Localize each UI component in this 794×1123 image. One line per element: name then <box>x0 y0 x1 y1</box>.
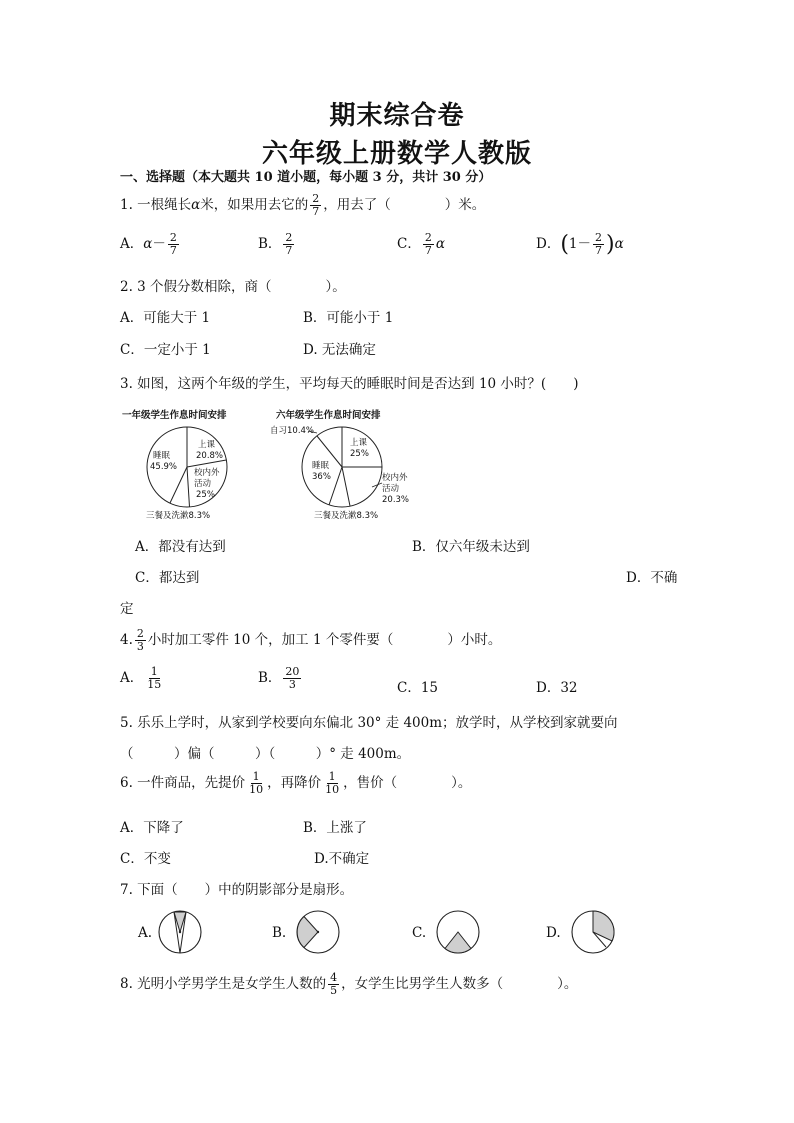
pie2-value-sleep: 36% <box>312 472 331 482</box>
pie1-divider-2 <box>187 460 226 467</box>
q1-var: α <box>191 197 201 213</box>
pie2-label-study: 自习10.4% <box>270 426 315 436</box>
q1-fraction: $\frac{2}{7}$ <box>312 192 320 218</box>
pie1-divider-4 <box>170 467 187 503</box>
q7-option-c-figure[interactable] <box>435 909 481 955</box>
pie1-label-activity: 校内外 <box>194 468 220 478</box>
pie2-label-activity-2: 活动 <box>382 484 400 494</box>
question-1 <box>120 193 485 218</box>
q1-option-a[interactable]: A．α－ $\frac{2}{7}$ <box>120 231 177 257</box>
q4-fraction: $\frac{2}{3}$ <box>136 627 144 653</box>
question-5-line1: 5. 乐乐上学时，从家到学校要向东偏北 30° 走 400m；放学时，从学校到家就要向 <box>120 715 618 731</box>
q3-option-c[interactable]: C．都达到 <box>135 570 200 586</box>
pie1-value-class: 20.8% <box>196 451 224 461</box>
pie2-label-class: 上课 <box>350 438 368 448</box>
q1-text-mid: 米，如果用去它的 <box>200 197 309 213</box>
pie1-label-activity-2: 活动 <box>194 479 212 489</box>
q3-option-d-wrap: 定 <box>120 601 134 617</box>
q1-option-c[interactable]: C． $\frac{2}{7}$ α <box>397 231 445 257</box>
pie1-label-meals: 三餐及洗漱8.3% <box>146 511 211 521</box>
pie2-label-activity: 校内外 <box>382 473 408 483</box>
pie1-divider-3 <box>187 467 190 507</box>
q6-fraction-1: $\frac{1}{10}$ <box>249 770 264 796</box>
page-title: 期末综合卷 <box>329 101 465 131</box>
pie1-value-sleep: 45.9% <box>150 462 178 472</box>
pie2-label-meals: 三餐及洗漱8.3% <box>314 511 379 521</box>
q6-option-c[interactable]: C．不变 <box>120 851 171 867</box>
q3-option-a[interactable]: A．都没有达到 <box>135 539 226 555</box>
q7-option-b-figure[interactable] <box>295 909 341 955</box>
pie2-value-class: 25% <box>350 449 369 459</box>
q3-option-d[interactable]: D．不确 <box>626 570 678 586</box>
question-7: 7. 下面（ ）中的阴影部分是扇形。 <box>120 882 354 898</box>
section-heading: 一、选择题（本大题共 10 道小题，每小题 3 分，共计 30 分） <box>120 170 492 185</box>
pie-chart-grade6 <box>262 405 422 525</box>
q6-fraction-2: $\frac{1}{10}$ <box>325 770 340 796</box>
q1-option-b[interactable]: B． $\frac{2}{7}$ <box>258 231 293 257</box>
q6-option-a[interactable]: A．下降了 <box>120 820 184 836</box>
question-4: 4. $\frac{2}{3}$ 小时加工零件 10 个，加工 1 个零件要（ ）小时。 <box>120 627 502 653</box>
q4-option-a[interactable]: A． $\frac{1}{15}$ <box>120 665 162 691</box>
q4-option-c[interactable]: C．15 <box>397 680 439 696</box>
q7-option-d-figure[interactable] <box>570 909 616 955</box>
pie1-value-activity: 25% <box>196 490 215 500</box>
q2-option-d[interactable]: D. 无法确定 <box>303 342 376 358</box>
q4-option-d[interactable]: D．32 <box>536 680 578 696</box>
pie2-divider-3 <box>342 467 350 506</box>
pie1-label-class: 上课 <box>198 440 216 450</box>
q8-fraction: $\frac{4}{5}$ <box>330 971 338 997</box>
q7-option-c-label[interactable]: C. <box>412 925 427 941</box>
q6-option-b[interactable]: B．上涨了 <box>303 820 367 836</box>
q1-text-post: ，用去了（ ）米。 <box>323 197 486 213</box>
pie1-label-sleep: 睡眠 <box>153 451 171 461</box>
question-2: 2. 3 个假分数相除，商（ ）。 <box>120 279 346 295</box>
q2-option-c[interactable]: C．一定小于 1 <box>120 342 211 358</box>
pie2-label-sleep: 睡眠 <box>312 461 330 471</box>
question-3: 3. 如图，这两个年级的学生，平均每天的睡眠时间是否达到 10 小时？( ) <box>120 376 579 392</box>
question-5-line2: （ ）偏（ ）（ ）° 走 400m。 <box>120 746 411 762</box>
q7-option-d-label[interactable]: D. <box>546 925 561 941</box>
q7-option-b-label[interactable]: B. <box>272 925 287 941</box>
q4-option-b[interactable]: B． $\frac{20}{3}$ <box>258 665 300 691</box>
q2-option-b[interactable]: B．可能小于 1 <box>303 310 394 326</box>
q1-text-pre: 1. 一根绳长 <box>120 197 192 213</box>
pie2-title: 六年级学生作息时间安排 <box>276 410 381 421</box>
q2-option-a[interactable]: A．可能大于 1 <box>120 310 211 326</box>
q6-option-d[interactable]: D.不确定 <box>314 851 370 867</box>
q3-option-b[interactable]: B．仅六年级未达到 <box>412 539 530 555</box>
question-8: 8. 光明小学男学生是女学生人数的 $\frac{4}{5}$ ，女学生比男学生人数多（ ）。 <box>120 971 578 997</box>
pie2-value-activity: 20.3% <box>382 495 410 505</box>
q1-option-d[interactable]: D．(1－ $\frac{2}{7}$ )α <box>536 231 624 257</box>
pie2-divider-4 <box>329 467 342 505</box>
q7-option-a-figure[interactable] <box>157 909 203 955</box>
page-subtitle: 六年级上册数学人教版 <box>261 139 532 169</box>
question-6: 6. 一件商品，先提价 $\frac{1}{10}$ ，再降价 $\frac{1}{10}$ ，售价（ ）。 <box>120 770 472 796</box>
pie1-title: 一年级学生作息时间安排 <box>122 410 227 421</box>
pie-chart-grade1 <box>118 405 268 525</box>
q7-option-a-label[interactable]: A. <box>138 925 153 941</box>
